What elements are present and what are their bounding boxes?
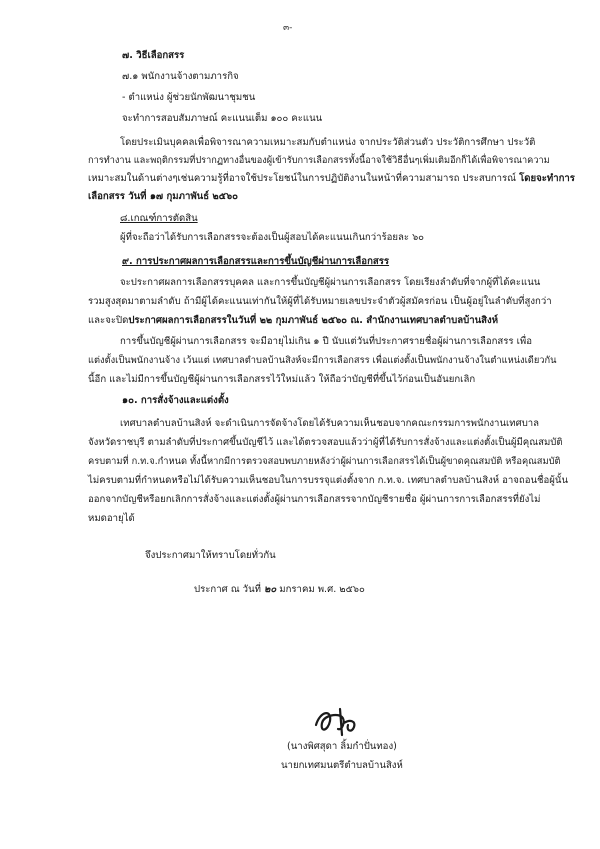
sec9-p2-line-2: แต่งตั้งเป็นพนักงานจ้าง เว้นแต่ เทศบาลตำบลบ้านสิงห์จะมีการเลือกสรร เพื่อแต่งตั้งเป็นพนักงานจ้างในตำแหน่งเดียวกัน	[88, 355, 557, 366]
sec10-heading: ๑๐. การสั่งจ้างและแต่งตั้ง	[122, 395, 229, 406]
signer-name: (นางพิศสุดา ลิ้มกำปั่นทอง)	[287, 741, 397, 752]
sec9-p1-line-1: จะประกาศผลการเลือกสรรบุคคล และการขึ้นบัญชีผู้ผ่านการเลือกสรร โดยเรียงลำดับที่จากผู้ที่ได้คะแนน	[120, 277, 541, 288]
sec9-announcement-date: ประกาศผลการเลือกสรรในวันที่ ๒๒ กุมภาพันธ์ ๒๕๖๐ ณ. สำนักงานเทศบาลตำบลบ้านสิงห์	[128, 315, 499, 326]
sec7-para-line-3	[88, 173, 575, 185]
sec10-line-1: เทศบาลตำบลบ้านสิงห์ จะดำเนินการจัดจ้างโดยได้รับความเห็นชอบจากคณะกรรมการพนักงานเทศบาล	[120, 418, 540, 429]
sec9-p2-line-1: การขึ้นบัญชีผู้ผ่านการเลือกสรร จะมีอายุไม่เกิน ๑ ปี นับแต่วันที่ประกาศรายชื่อผู้ผ่านการเลือกสรร เพื่อ	[120, 336, 532, 347]
sec7-selection-date: เลือกสรร วันที่ ๑๗ กุมภาพันธ์ ๒๕๖๐	[88, 191, 238, 202]
signature-image	[312, 703, 372, 739]
sec7-position: - ตำแหน่ง ผู้ช่วยนักพัฒนาชุมชน	[122, 92, 256, 103]
closing-notice: จึงประกาศมาให้ทราบโดยทั่วกัน	[145, 550, 276, 561]
sec10-line-6: หมดอายุได้	[88, 513, 135, 524]
sec7-sub1: ๗.๑ พนักงานจ้างตามภารกิจ	[122, 71, 239, 82]
sec7-heading: ๗. วิธีเลือกสรร	[122, 50, 185, 61]
sec9-p2-line-3: นี้อีก และไม่มีการขึ้นบัญชีผู้ผ่านการเลือกสรรไว้ใหม่แล้ว ให้ถือว่าบัญชีที่ขึ้นไว้ก่อนเป็นอันยกเลิก	[88, 374, 476, 385]
page-number: ๓-	[283, 23, 293, 33]
sec7-para-line-2: การทำงาน และพฤติกรรมที่ปรากฏทางอื่นของผู้เข้ารับการเลือกสรรทั้งนี้อาจใช้วิธีอื่นๆเพิ่มเติมอีกก็ได้เพื่อพิจารณาความ	[88, 155, 550, 166]
date-month-year: มกราคม พ.ศ. ๒๕๖๐	[279, 584, 365, 595]
announcement-date	[194, 584, 365, 596]
sec8-text: ผู้ที่จะถือว่าได้รับการเลือกสรรจะต้องเป็นผู้สอบได้คะแนนเกินกว่าร้อยละ ๖๐	[120, 232, 425, 243]
sec10-line-4: ไม่ครบตามที่กำหนดหรือไม่ได้รับความเห็นชอบในการบรรจุแต่งตั้งจาก ก.ท.จ. เทศบาลตำบลบ้านสิงห์ อาจถอนชื่อผู้นั้น	[88, 475, 569, 486]
sec10-line-3: ครบตามที่ ก.ท.จ.กำหนด ทั้งนี้หากมีการตรวจสอบพบภายหลังว่าผู้ผ่านการเลือกสรรได้เป็นผู้ขาดคุณสมบัติ หรือคุณสมบัติ	[88, 456, 561, 467]
signer-title: นายกเทศมนตรีตำบลบ้านสิงห์	[281, 760, 403, 771]
sec9-p1-line-3-plain: และจะปิด	[88, 315, 129, 326]
sec7-para-line-1: โดยประเมินบุคคลเพื่อพิจารณาความเหมาะสมกับตำแหน่ง จากประวัติส่วนตัว ประวัติการศึกษา ประวัติ	[120, 137, 536, 148]
date-prefix: ประกาศ ณ วันที่	[194, 584, 261, 595]
sec7-para-line-3-text: เหมาะสมในด้านต่างๆเช่นความรู้ที่อาจใช้ประโยชน์ในการปฏิบัติงานในหน้าที่ความสามารถ ประสบการณ์	[88, 173, 517, 184]
sec8-heading: ๘.เกณฑ์การตัดสิน	[120, 213, 198, 224]
sec7-para-bold-tail: โดยจะทำการ	[519, 173, 575, 184]
date-day: ๒๐	[264, 584, 277, 595]
sec9-heading: ๙. การประกาศผลการเลือกสรรและการขึ้นบัญชีผ่านการเลือกสรร	[122, 256, 390, 267]
sec10-line-2: จังหวัดราชบุรี ตามลำดับที่ประกาศขึ้นบัญชีไว้ และได้ตรวจสอบแล้วว่าผู้ที่ได้รับการสั่งจ้างและแต่งตั้งเป็นผู้มีคุณสมบัติ	[88, 437, 563, 448]
sec9-p1-line-2: รวมสูงสุดมาตามลำดับ ถ้ามีผู้ได้คะแนนเท่ากันให้ผู้ที่ได้รับหมายเลขประจำตัวผู้สมัครก่อน เป็นผู้อยู่ในลำดับที่สูงกว่า	[88, 296, 552, 307]
sec10-line-5: ออกจากบัญชีหรือยกเลิกการสั่งจ้างและแต่งตั้งผู้ผ่านการเลือกสรรจากบัญชีรายชื่อ ผู้ผ่านการการเลือกสรรที่ยังไม่	[88, 494, 541, 505]
sec7-method: จะทำการสอบสัมภาษณ์ คะแนนเต็ม ๑๐๐ คะแนน	[122, 113, 323, 124]
sec9-p1-line-3	[88, 315, 498, 327]
